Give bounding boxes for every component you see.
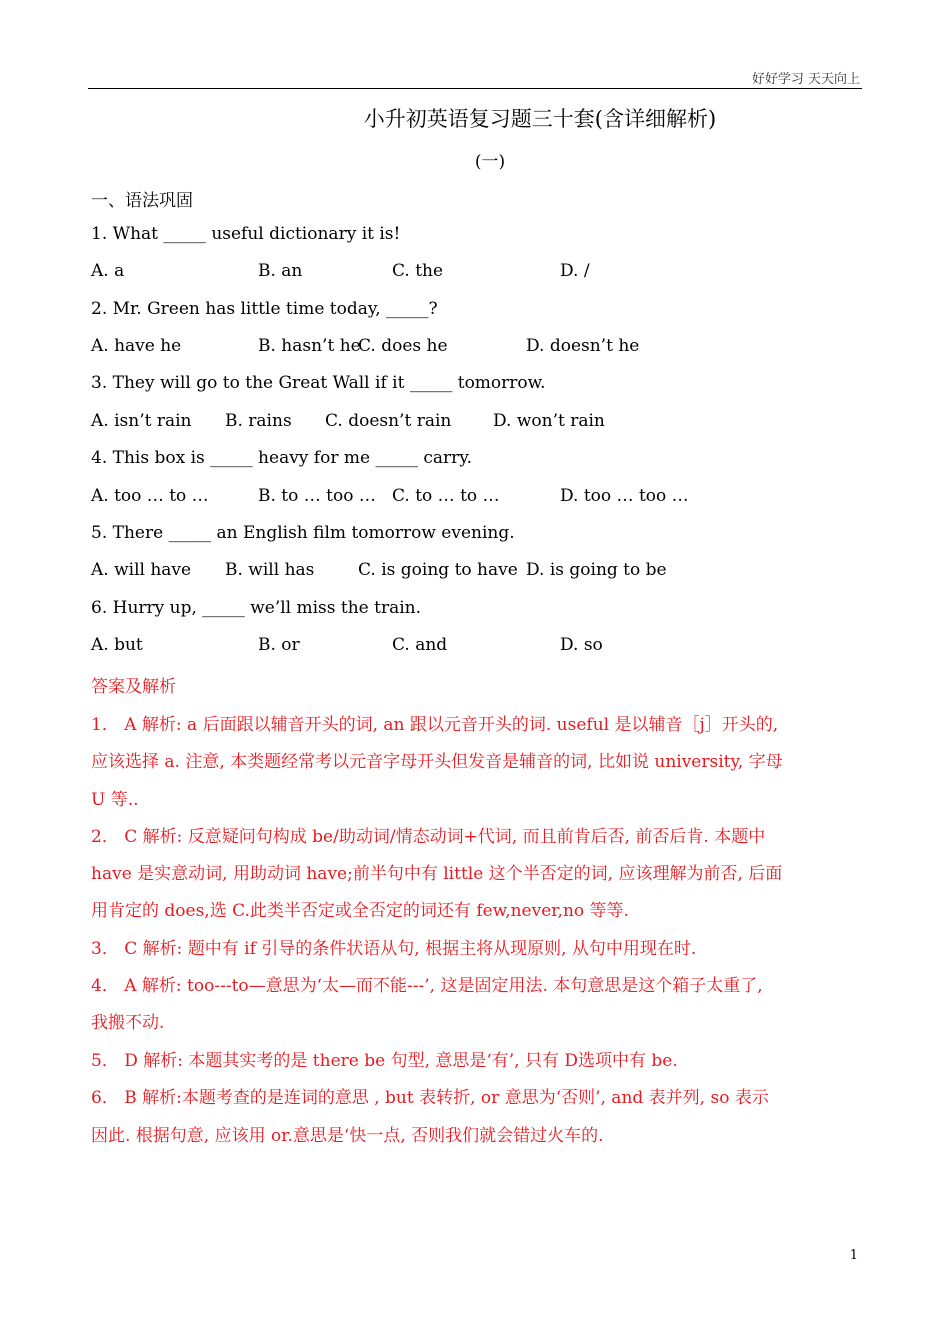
answer-line: 4． A 解析: too---to—意思为‘太—而不能---’, 这是固定用法. 本句意思是这个箱子太重了, (91, 976, 763, 996)
option: C. the (392, 261, 444, 281)
option: B. rains (225, 411, 292, 431)
answer-line: have 是实意动词, 用助动词 have;前半句中有 little 这个半否定的词, 应该理解为前否, 后面 (91, 864, 783, 884)
section-heading: 一、语法巩固 (91, 191, 193, 211)
answer-line: 6． B 解析:本题考查的是连词的意思 , but 表转折, or 意思为‘否则’, and 表并列, so 表示 (91, 1088, 769, 1108)
question-options (91, 411, 851, 435)
document-subtitle: (一) (474, 152, 506, 172)
answer-line: 用肯定的 does,选 C.此类半否定或全否定的词还有 few,never,no 等等. (91, 901, 629, 921)
option: C. to … to … (392, 486, 500, 506)
question-options (91, 486, 851, 510)
option: C. does he (358, 336, 448, 356)
option: C. is going to have (358, 560, 518, 580)
answer-line: 因此. 根据句意, 应该用 or.意思是‘快一点, 否则我们就会错过火车的. (91, 1126, 604, 1146)
question-options (91, 336, 851, 360)
question-text: 2. Mr. Green has little time today, _____? (91, 299, 438, 319)
option: B. hasn’t he (258, 336, 361, 356)
header-motto: 好好学习 天天向上 (751, 72, 860, 87)
question-text: 5. There _____ an English film tomorrow evening. (91, 523, 515, 543)
question-text: 1. What _____ useful dictionary it is! (91, 224, 401, 244)
option: A. have he (91, 336, 182, 356)
question-text: 3. They will go to the Great Wall if it _____ tomorrow. (91, 373, 546, 393)
option: B. or (258, 635, 300, 655)
question-options (91, 635, 851, 659)
question-options (91, 560, 851, 584)
option: A. will have (91, 560, 192, 580)
option: D. so (560, 635, 603, 655)
option: A. but (91, 635, 143, 655)
answers-heading: 答案及解析 (91, 677, 176, 697)
answer-line: 3． C 解析: 题中有 if 引导的条件状语从句, 根据主将从现原则, 从句中用现在时. (91, 939, 697, 959)
option: A. a (91, 261, 125, 281)
option: C. and (392, 635, 448, 655)
answer-line: 1． A 解析: a 后面跟以辅音开头的词, an 跟以元音开头的词. useful 是以辅音［j］开头的, (91, 715, 779, 735)
question-text: 4. This box is _____ heavy for me _____ carry. (91, 448, 473, 468)
answer-line: 2． C 解析: 反意疑问句构成 be/助动词/情态动词+代词, 而且前肯后否, 前否后肯. 本题中 (91, 827, 766, 847)
option: D. too … too … (560, 486, 689, 506)
option: D. is going to be (526, 560, 667, 580)
option: B. will has (225, 560, 315, 580)
option: A. too … to … (91, 486, 209, 506)
option: D. won’t rain (493, 411, 605, 431)
answer-line: 5． D 解析: 本题其实考的是 there be 句型, 意思是‘有’, 只有 D选项中有 be. (91, 1051, 678, 1071)
option: D. / (560, 261, 590, 281)
answer-line: U 等.. (91, 790, 139, 810)
page-number: 1 (849, 1248, 858, 1263)
question-options (91, 261, 851, 285)
document-title: 小升初英语复习题三十套(含详细解析) (363, 107, 717, 131)
option: A. isn’t rain (91, 411, 192, 431)
answer-line: 应该选择 a. 注意, 本类题经常考以元音字母开头但发音是辅音的词, 比如说 university, 字母 (91, 752, 783, 772)
option: D. doesn’t he (526, 336, 640, 356)
header-divider (88, 88, 862, 89)
option: B. to … too … (258, 486, 376, 506)
answer-line: 我搬不动. (91, 1013, 165, 1033)
question-text: 6. Hurry up, _____ we’ll miss the train. (91, 598, 422, 618)
option: B. an (258, 261, 303, 281)
option: C. doesn’t rain (325, 411, 452, 431)
